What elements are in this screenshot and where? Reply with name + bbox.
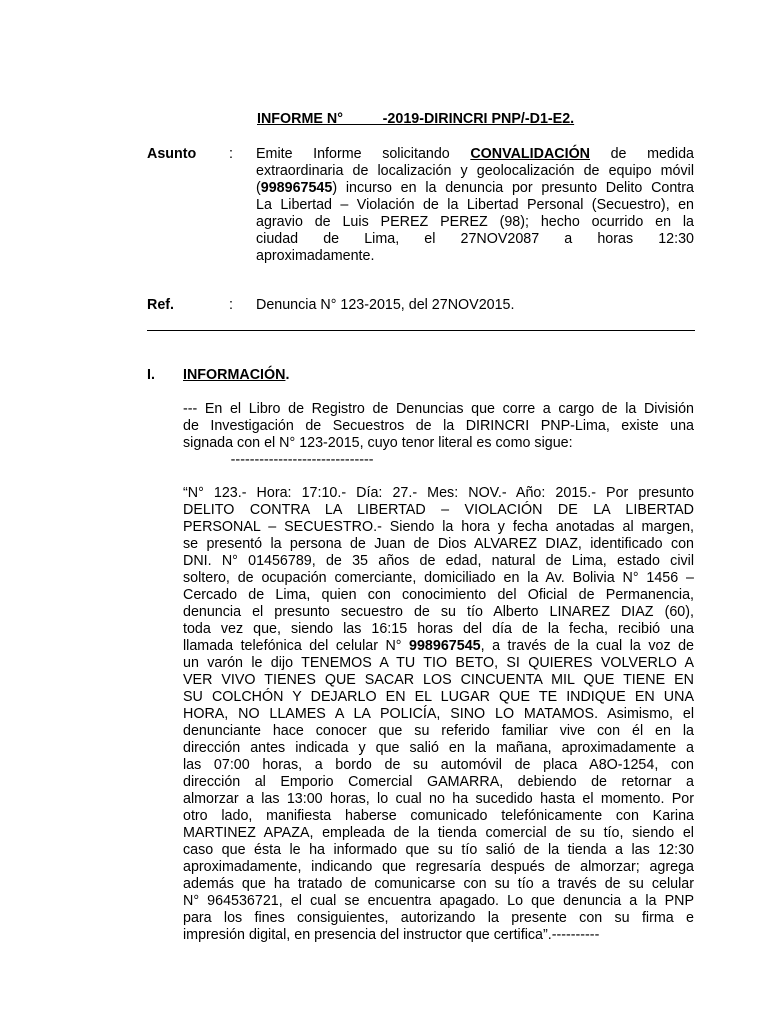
asunto-line: extraordinaria de localización y geolocalización de equipo móvil: [256, 163, 694, 179]
paragraph-line: “N° 123.- Hora: 17:10.- Día: 27.- Mes: NOV.- Año: 2015.- Por presunto: [183, 485, 694, 501]
paragraph-denuncia: [183, 485, 694, 944]
paragraph-line: dirección al Emporio Comercial GAMARRA, debiendo de retornar a: [183, 774, 694, 790]
asunto-label: Asunto: [147, 146, 197, 162]
asunto-line: La Libertad – Violación de la Libertad Personal (Secuestro), en: [256, 197, 694, 213]
asunto-line: ciudad de Lima, el 27NOV2087 a horas 12:30: [256, 231, 694, 247]
ref-colon: :: [229, 297, 233, 313]
ref-text: Denuncia N° 123-2015, del 27NOV2015.: [256, 297, 515, 313]
section-title: [183, 367, 289, 383]
paragraph-line: las 07:00 horas, a bordo de su automóvil de placa A8O-1254, con: [183, 757, 694, 773]
paragraph-line: aproximadamente, indicando que regresaría después de almorzar; agrega: [183, 859, 694, 875]
paragraph-line: HORA, NO LLAMES A LA POLICÍA, SINO LO MATAMOS. Asimismo, el: [183, 706, 694, 722]
asunto-text: [256, 146, 694, 265]
paragraph-line: llamada telefónica del celular N° 998967545, a través de la cual la voz de: [183, 638, 695, 654]
paragraph-line: se presentó la persona de Juan de Dios ALVAREZ DIAZ, identificado con: [183, 536, 694, 552]
phone-number-highlight: 998967545: [409, 638, 481, 654]
paragraph-line: impresión digital, en presencia del instructor que certifica”.----------: [183, 927, 600, 943]
convalidacion-highlight: CONVALIDACIÓN: [470, 146, 591, 162]
paragraph-line: otro lado, manifiesta haberse comunicado telefónicamente con Karina: [183, 808, 694, 824]
asunto-line: aproximadamente.: [256, 248, 375, 264]
phone-number-highlight: 998967545: [260, 180, 333, 196]
paragraph-line: además que ha tratado de comunicarse con su tío a través de su celular: [183, 876, 694, 892]
asunto-line: agravio de Luis PEREZ PEREZ (98); hecho ocurrido en la: [256, 214, 694, 230]
paragraph-line: Cercado de Lima, quien con conocimiento del Oficial de Permanencia,: [183, 587, 694, 603]
paragraph-line: --- En el Libro de Registro de Denuncias que corre a cargo de la División: [183, 401, 694, 417]
paragraph-line: SU COLCHÓN Y DEJARLO EN EL LUGAR QUE TE INDIQUE EN UNA: [183, 689, 694, 705]
paragraph-line: toda vez que, siendo las 16:15 horas del día de la fecha, recibió una: [183, 621, 694, 637]
asunto-line: (998967545) incurso en la denuncia por presunto Delito Contra: [256, 180, 694, 196]
paragraph-line: PERSONAL – SECUESTRO.- Siendo la hora y fecha anotadas al margen,: [183, 519, 694, 535]
paragraph-line: DNI. N° 01456789, de 35 años de edad, natural de Lima, estado civil: [183, 553, 694, 569]
paragraph-line: signada con el N° 123-2015, cuyo tenor literal es como sigue:: [183, 435, 573, 451]
paragraph-line: VER VIVO TIENES QUE SACAR LOS CINCUENTA MIL QUE TIENE EN: [183, 672, 694, 688]
paragraph-line: denunciante hace conocer que su referido familiar vive con él en la: [183, 723, 694, 739]
paragraph-line: denuncia el presunto secuestro de su tío Alberto LINAREZ DIAZ (60),: [183, 604, 694, 620]
dash-separator: ------------------------------: [183, 452, 374, 468]
paragraph-line: MARTINEZ APAZA, empleada de la tienda comercial de su tío, siendo el: [183, 825, 694, 841]
paragraph-line: soltero, de ocupación comerciante, domiciliado en la Av. Bolivia N° 1456 –: [183, 570, 694, 586]
divider-line: [147, 330, 695, 331]
paragraph-line: DELITO CONTRA LA LIBERTAD – VIOLACIÓN DE LA LIBERTAD: [183, 502, 694, 518]
paragraph-line: de Investigación de Secuestros de la DIRINCRI PNP-Lima, existe una: [183, 418, 694, 434]
section-title-text: INFORMACIÓN: [183, 367, 286, 383]
section-number: I.: [147, 367, 155, 383]
asunto-line: Emite Informe solicitando CONVALIDACIÓN de medida: [256, 146, 694, 162]
paragraph-line: un varón le dijo TENEMOS A TU TIO BETO, SI QUIERES VOLVERLO A: [183, 655, 694, 671]
paragraph-intro: [183, 401, 694, 469]
ref-label: Ref.: [147, 297, 175, 313]
paragraph-line: para los fines consiguientes, autorizando la presente con su firma e: [183, 910, 694, 926]
paragraph-line: N° 964536721, el cual se encuentra apagado. Lo que denuncia a la PNP: [183, 893, 694, 909]
paragraph-line: almorzar a las 13:00 horas, lo cual no ha sucedido hasta el momento. Por: [183, 791, 694, 807]
asunto-colon: :: [229, 146, 233, 162]
report-title: INFORME N° -2019-DIRINCRI PNP/-D1-E2.: [257, 111, 575, 127]
paragraph-line: caso que ésta le ha informado que su tío salió de la tienda a las 12:30: [183, 842, 694, 858]
paragraph-line: dirección antes indicada y que salió en la mañana, aproximadamente a: [183, 740, 694, 756]
section-title-suffix: .: [285, 367, 290, 383]
